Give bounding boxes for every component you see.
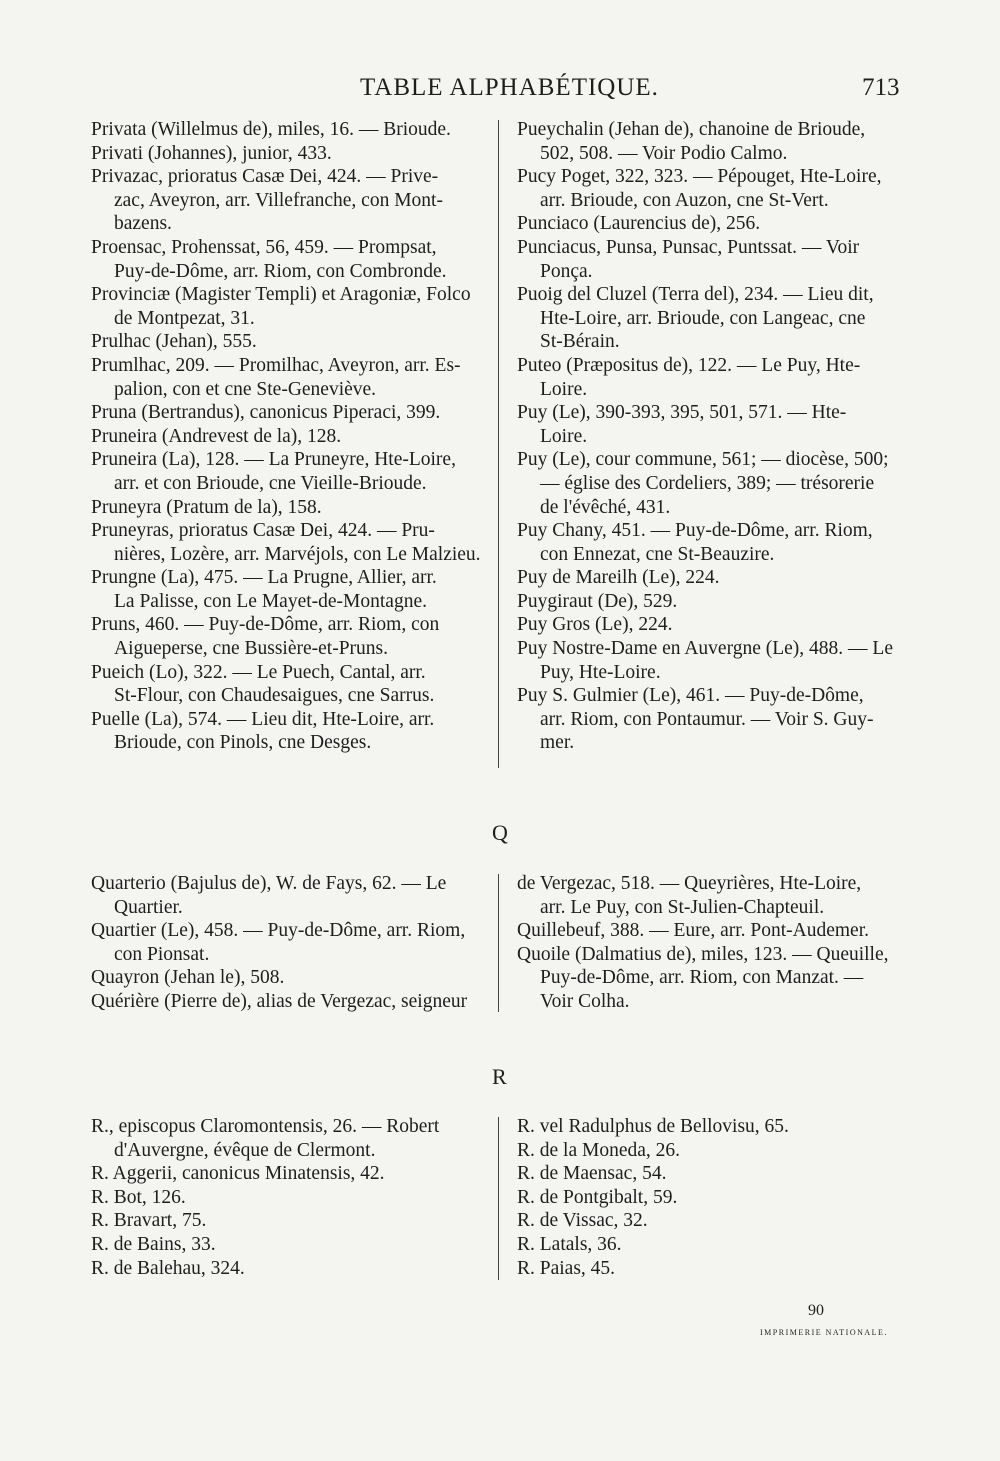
column-r-right: [517, 1115, 905, 1280]
index-entry-continuation: Ponça.: [540, 260, 593, 282]
index-entry: Pruneyras, prioratus Casæ Dei, 424. — Pru-: [91, 520, 435, 542]
index-entry-continuation: 502, 508. — Voir Podio Calmo.: [540, 142, 788, 164]
index-entry: R. Latals, 36.: [517, 1233, 622, 1255]
index-entry: Quillebeuf, 388. — Eure, arr. Pont-Audemer.: [517, 920, 869, 942]
column-q-right: [517, 872, 905, 1014]
index-entry-continuation: bazens.: [114, 213, 172, 235]
index-entry-continuation: Aigueperse, cne Bussière-et-Pruns.: [114, 638, 388, 660]
running-title: TABLE ALPHABÉTIQUE.: [360, 74, 659, 101]
index-entry: Pruna (Bertrandus), canonicus Piperaci, 399.: [91, 402, 441, 424]
index-entry: R. de la Moneda, 26.: [517, 1139, 681, 1161]
index-entry: Puy Chany, 451. — Puy-de-Dôme, arr. Riom,: [517, 520, 873, 542]
index-entry: Puy Nostre-Dame en Auvergne (Le), 488. — Le: [517, 638, 893, 660]
column-divider: [498, 1117, 499, 1280]
index-entry-continuation: nières, Lozère, arr. Marvéjols, con Le Malzieu.: [114, 543, 481, 565]
column-p-right: [517, 118, 905, 755]
index-entry-continuation: La Palisse, con Le Mayet-de-Montagne.: [114, 590, 427, 612]
index-entry: Puy S. Gulmier (Le), 461. — Puy-de-Dôme,: [517, 685, 864, 707]
index-entry-continuation: palion, con et cne Ste-Geneviève.: [114, 378, 377, 400]
index-entry: R. de Pontgibalt, 59.: [517, 1186, 678, 1208]
index-entry: R. vel Radulphus de Bellovisu, 65.: [517, 1116, 789, 1137]
index-entry-continuation: arr. Riom, con Pontaumur. — Voir S. Guy-: [540, 708, 874, 730]
index-entry: R., episcopus Claromontensis, 26. — Robert: [91, 1116, 440, 1137]
index-entry-continuation: Puy-de-Dôme, arr. Riom, con Manzat. —: [540, 967, 864, 989]
column-r-left: [91, 1115, 481, 1280]
signature-mark: 90: [808, 1302, 824, 1319]
index-entry: Quayron (Jehan le), 508.: [91, 967, 285, 989]
section-letter-q: Q: [492, 820, 508, 845]
index-entry-continuation: zac, Aveyron, arr. Villefranche, con Mont-: [114, 189, 443, 211]
index-entry-continuation: Puy-de-Dôme, arr. Riom, con Combronde.: [114, 260, 447, 282]
index-entry: Puygiraut (De), 529.: [517, 590, 678, 612]
index-entry-continuation: mer.: [540, 732, 575, 754]
index-entry-continuation: Loire.: [540, 425, 588, 447]
index-entry: Quartier (Le), 458. — Puy-de-Dôme, arr. Riom,: [91, 920, 466, 942]
index-entry: R. de Bains, 33.: [91, 1233, 216, 1255]
index-entry-continuation: St-Flour, con Chaudesaigues, cne Sarrus.: [114, 685, 435, 707]
index-entry: R. Bot, 126.: [91, 1186, 186, 1208]
column-q-left: [91, 872, 481, 1014]
index-entry-continuation: arr. Le Puy, con St-Julien-Chapteuil.: [540, 896, 825, 918]
index-entry: R. Paias, 45.: [517, 1257, 616, 1279]
index-entry-continuation: Voir Colha.: [540, 990, 630, 1012]
index-entry-continuation: Brioude, con Pinols, cne Desges.: [114, 732, 372, 754]
index-entry: Prumlhac, 209. — Promilhac, Aveyron, arr. Es-: [91, 354, 461, 376]
index-entry: Proensac, Prohenssat, 56, 459. — Prompsat,: [91, 236, 437, 258]
index-entry: Prungne (La), 475. — La Prugne, Allier, arr.: [91, 567, 437, 589]
index-entry-continuation: con Pionsat.: [114, 943, 210, 965]
index-entry: Provinciæ (Magister Templi) et Aragoniæ, Folco: [91, 284, 471, 306]
index-entry: Puteo (Præpositus de), 122. — Le Puy, Hte-: [517, 354, 861, 376]
index-entry: Privata (Willelmus de), miles, 16. — Brioude.: [91, 119, 451, 140]
index-entry: Pruns, 460. — Puy-de-Dôme, arr. Riom, con: [91, 614, 440, 636]
index-entry-continuation: — église des Cordeliers, 389; — trésorerie: [540, 472, 875, 494]
index-entry-continuation: de Montpezat, 31.: [114, 307, 255, 329]
index-entry: Punciacus, Punsa, Punsac, Puntssat. — Voir: [517, 236, 860, 258]
column-divider: [498, 874, 499, 1012]
index-entry: Pruneira (La), 128. — La Pruneyre, Hte-Loire,: [91, 449, 456, 471]
index-entry: Puy de Mareilh (Le), 224.: [517, 567, 720, 589]
index-entry-continuation: arr. et con Brioude, cne Vieille-Brioude.: [114, 472, 427, 494]
index-entry-continuation: d'Auvergne, évêque de Clermont.: [114, 1139, 376, 1161]
index-entry: de Vergezac, 518. — Queyrières, Hte-Loire,: [517, 873, 862, 894]
index-entry: Privazac, prioratus Casæ Dei, 424. — Prive-: [91, 166, 439, 188]
index-entry: Puy Gros (Le), 224.: [517, 614, 673, 636]
index-entry: Pruneira (Andrevest de la), 128.: [91, 425, 342, 447]
index-entry-continuation: arr. Brioude, con Auzon, cne St-Vert.: [540, 189, 829, 211]
index-entry: Puy (Le), 390-393, 395, 501, 571. — Hte-: [517, 402, 847, 424]
column-divider: [498, 120, 499, 768]
index-entry: Pruneyra (Pratum de la), 158.: [91, 496, 322, 518]
index-entry-continuation: Hte-Loire, arr. Brioude, con Langeac, cne: [540, 307, 866, 329]
printer-mark: IMPRIMERIE NATIONALE.: [760, 1328, 888, 1337]
index-entry-continuation: Quartier.: [114, 896, 183, 918]
index-entry-continuation: St-Bérain.: [540, 331, 620, 353]
section-letter-r: R: [492, 1064, 507, 1089]
index-entry: R. Bravart, 75.: [91, 1210, 207, 1232]
column-p-left: [91, 118, 481, 755]
index-entry: Quoile (Dalmatius de), miles, 123. — Queuille,: [517, 943, 889, 965]
index-entry: R. Aggerii, canonicus Minatensis, 42.: [91, 1163, 385, 1185]
index-entry: Quérière (Pierre de), alias de Vergezac, seigneur: [91, 990, 468, 1012]
index-entry: Puoig del Cluzel (Terra del), 234. — Lieu dit,: [517, 284, 874, 306]
index-entry: R. de Maensac, 54.: [517, 1163, 667, 1185]
index-entry: Punciaco (Laurencius de), 256.: [517, 213, 761, 235]
index-entry-continuation: Puy, Hte-Loire.: [540, 661, 661, 683]
page-number: 713: [862, 74, 900, 101]
index-entry: Prulhac (Jehan), 555.: [91, 331, 257, 353]
index-entry: Quarterio (Bajulus de), W. de Fays, 62. — Le: [91, 873, 447, 894]
index-entry-continuation: Loire.: [540, 378, 588, 400]
index-entry: Privati (Johannes), junior, 433.: [91, 142, 332, 164]
index-entry-continuation: con Ennezat, cne St-Beauzire.: [540, 543, 775, 565]
index-entry: Pueich (Lo), 322. — Le Puech, Cantal, arr.: [91, 661, 426, 683]
index-entry: Puelle (La), 574. — Lieu dit, Hte-Loire, arr.: [91, 708, 435, 730]
index-entry: Pueychalin (Jehan de), chanoine de Brioude,: [517, 119, 866, 140]
index-entry: Pucy Poget, 322, 323. — Pépouget, Hte-Loire,: [517, 166, 882, 188]
index-entry: R. de Vissac, 32.: [517, 1210, 648, 1232]
index-entry-continuation: de l'évêché, 431.: [540, 496, 671, 518]
index-entry: Puy (Le), cour commune, 561; — diocèse, 500;: [517, 449, 889, 471]
index-entry: R. de Balehau, 324.: [91, 1257, 245, 1279]
